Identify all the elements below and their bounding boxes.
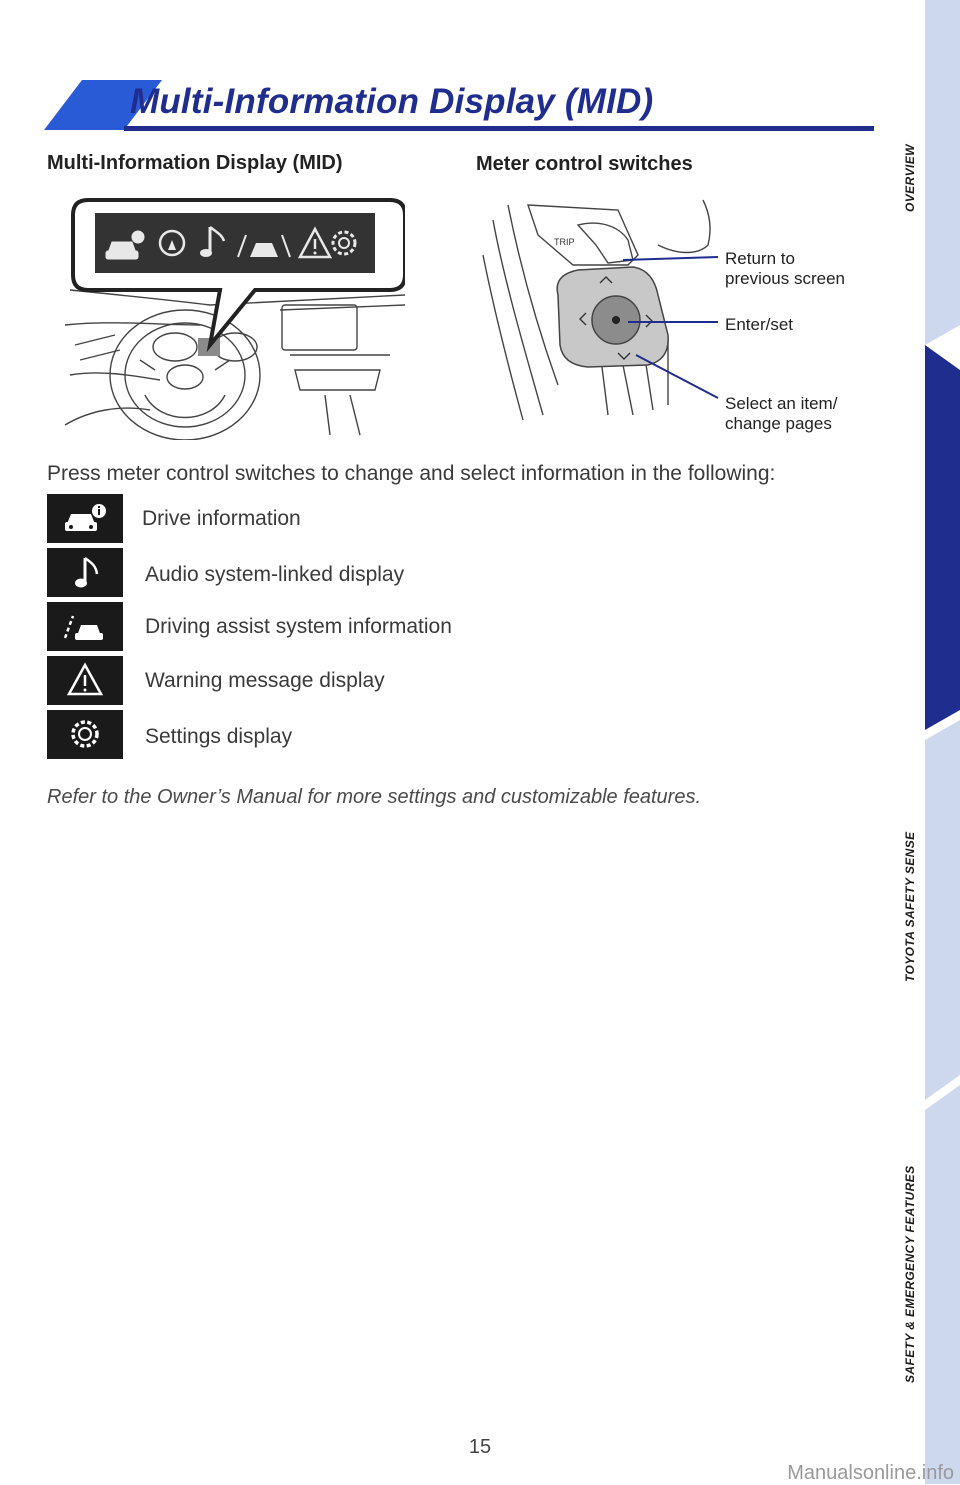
tab-overview[interactable]: OVERVIEW bbox=[903, 144, 917, 212]
mid-section-title: Multi-Information Display (MID) bbox=[47, 152, 343, 174]
music-note-icon bbox=[47, 548, 123, 597]
trip-label: TRIP bbox=[554, 237, 575, 247]
switches-illustration bbox=[478, 195, 723, 420]
tab-features-operations[interactable]: FEATURES & OPERATIONS bbox=[903, 451, 917, 617]
callout-return: Return to previous screen bbox=[725, 249, 846, 288]
car-info-icon bbox=[47, 494, 123, 543]
footer-watermark: Manualsonline.info bbox=[787, 1462, 954, 1484]
item-driving-assist: Driving assist system information bbox=[145, 615, 452, 638]
callout-enter-set: Enter/set bbox=[725, 315, 794, 334]
tab-safety-emergency[interactable]: SAFETY & EMERGENCY FEATURES bbox=[903, 1165, 917, 1383]
intro-text: Press meter control switches to change and select information in the following: bbox=[47, 462, 776, 485]
side-tabs bbox=[925, 0, 960, 1484]
driving-assist-icon bbox=[47, 602, 123, 651]
warning-triangle-icon bbox=[47, 656, 123, 705]
item-audio-display: Audio system-linked display bbox=[145, 563, 405, 586]
page-title: Multi-Information Display (MID) bbox=[130, 82, 654, 121]
page-number: 15 bbox=[468, 1436, 492, 1458]
item-drive-information: Drive information bbox=[142, 507, 301, 530]
manual-note: Refer to the Owner’s Manual for more settings and customizable features. bbox=[47, 786, 702, 808]
meter-switches-title: Meter control switches bbox=[476, 153, 693, 175]
tab-toyota-safety-sense[interactable]: TOYOTA SAFETY SENSE bbox=[903, 831, 917, 982]
gear-icon bbox=[47, 710, 123, 759]
callout-select-item: Select an item/ change pages bbox=[725, 394, 838, 433]
item-warning-message: Warning message display bbox=[145, 669, 385, 692]
item-settings-display: Settings display bbox=[145, 725, 293, 748]
dashboard-illustration bbox=[60, 195, 405, 440]
